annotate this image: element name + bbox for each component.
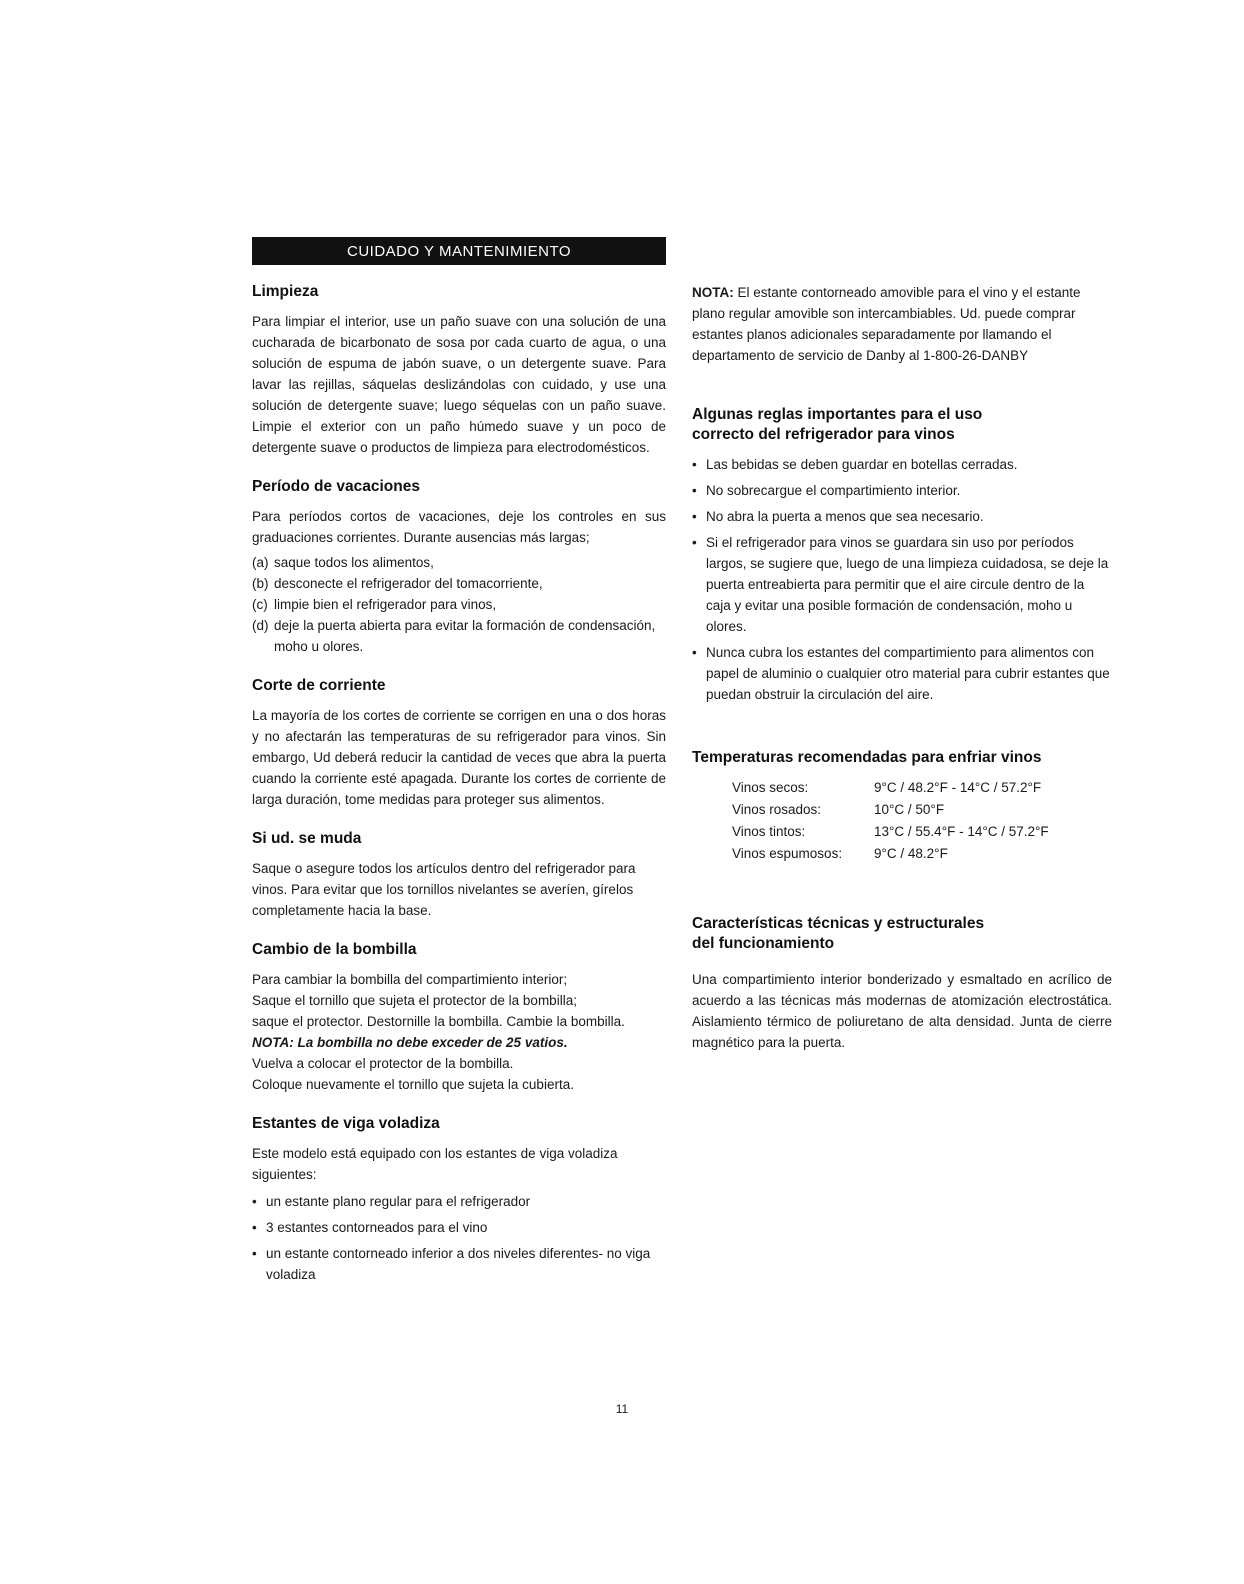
temperaturas-section xyxy=(692,749,1112,865)
temperaturas-heading: Temperaturas recomendadas para enfriar vinos xyxy=(692,749,1042,766)
limpieza-section xyxy=(252,283,666,458)
bombilla-line-3: saque el protector. Destornille la bombilla. Cambie la bombilla. xyxy=(252,1014,625,1029)
item-text: un estante plano regular para el refrigerador xyxy=(266,1194,531,1209)
wine-type: Vinos tintos: xyxy=(732,824,806,839)
item-text: Si el refrigerador para vinos se guardara sin uso por períodos largos, se sugiere que, luego de una limpieza cuidadosa, se deje la puerta entreabierta para permitir que el aire circule dentro de la caja y evitar una posible formación de condensación, moho u olores. xyxy=(706,535,1109,634)
left-column xyxy=(252,237,666,1305)
bombilla-heading: Cambio de la bombilla xyxy=(252,941,417,958)
nota-text: El estante contorneado amovible para el vino y el estante plano regular amovible son intercambiables. Ud. puede comprar estantes planos adicionales separadamente por llamando el departamento de servicio de Danby al 1-800-26-DANBY xyxy=(692,285,1081,363)
item-text: un estante contorneado inferior a dos niveles diferentes- no viga voladiza xyxy=(266,1246,651,1282)
temperature-value: 9°C / 48.2°F - 14°C / 57.2°F xyxy=(874,780,1042,795)
table-row xyxy=(732,843,1049,865)
vacaciones-section xyxy=(252,478,666,657)
item-mark: (a) xyxy=(252,555,269,570)
caracteristicas-heading-line-1: Características técnicas y estructurales xyxy=(692,915,985,932)
item-text: 3 estantes contorneados para el vino xyxy=(266,1220,488,1235)
caracteristicas-section xyxy=(692,915,1112,1053)
item-text: limpie bien el refrigerador para vinos, xyxy=(274,597,497,612)
list-item xyxy=(692,480,1112,501)
list-item xyxy=(692,532,1112,637)
muda-body: Saque o asegure todos los artículos dentro del refrigerador para vinos. Para evitar que los tornillos nivelantes se averíen, gírelos completamente hacia la base. xyxy=(252,861,636,918)
muda-heading: Si ud. se muda xyxy=(252,830,362,847)
vacaciones-list xyxy=(252,552,666,657)
estantes-section xyxy=(252,1115,666,1285)
item-mark: (c) xyxy=(252,597,268,612)
bullet-icon: • xyxy=(692,457,697,472)
page-number: 11 xyxy=(615,1402,629,1416)
list-item xyxy=(692,454,1112,475)
item-text: No sobrecargue el compartimiento interior. xyxy=(706,483,961,498)
wine-type: Vinos espumosos: xyxy=(732,846,843,861)
corte-body: La mayoría de los cortes de corriente se corrigen en una o dos horas y no afectarán las temperaturas de su refrigerador para vinos. Sin embargo, Ud deberá reducir la cantidad de veces que abra la puerta cuando la corriente esté apagada. Durante los cortes de corriente de larga duración, tome medidas para proteger sus alimentos. xyxy=(252,708,666,807)
bullet-icon: • xyxy=(252,1220,257,1235)
nota-section xyxy=(692,282,1112,366)
item-text: No abra la puerta a menos que sea necesario. xyxy=(706,509,984,524)
limpieza-body: Para limpiar el interior, use un paño suave con una solución de una cucharada de bicarbonato de sosa por cada cuarto de agua, o una solución de espuma de jabón suave, o un detergente suave. Para lavar las rejillas, sáquelas deslizándolas con cuidado, y use una solución de detergente suave; luego séquelas con un paño suave. Limpie el exterior con un paño húmedo suave y un poco de detergente suave o productos de limpieza para electrodomésticos. xyxy=(252,314,666,455)
table-row xyxy=(732,799,1049,821)
temperaturas-table xyxy=(732,777,1049,865)
list-item xyxy=(692,506,1112,527)
item-text: saque todos los alimentos, xyxy=(274,555,434,570)
corte-heading: Corte de corriente xyxy=(252,677,386,694)
corte-section xyxy=(252,677,666,810)
nota-label: NOTA: xyxy=(692,285,734,300)
vacaciones-heading: Período de vacaciones xyxy=(252,478,420,495)
caracteristicas-heading-line-2: del funcionamiento xyxy=(692,935,835,952)
list-item xyxy=(252,594,666,615)
bombilla-note: NOTA: La bombilla no debe exceder de 25 vatios. xyxy=(252,1035,568,1050)
estantes-heading: Estantes de viga voladiza xyxy=(252,1115,440,1132)
wine-type: Vinos rosados: xyxy=(732,802,822,817)
bombilla-section xyxy=(252,941,666,1095)
estantes-list xyxy=(252,1191,666,1285)
muda-section xyxy=(252,830,666,921)
item-mark: (d) xyxy=(252,618,269,633)
list-item xyxy=(252,552,666,573)
right-column xyxy=(692,282,1112,1073)
reglas-list xyxy=(692,454,1112,705)
bullet-icon: • xyxy=(692,509,697,524)
table-row xyxy=(732,821,1049,843)
bombilla-line-2: Saque el tornillo que sujeta el protector de la bombilla; xyxy=(252,993,577,1008)
wine-type: Vinos secos: xyxy=(732,780,809,795)
reglas-section xyxy=(692,406,1112,705)
temperature-value: 10°C / 50°F xyxy=(874,802,945,817)
section-banner: CUIDADO Y MANTENIMIENTO xyxy=(252,237,666,265)
reglas-heading-line-1: Algunas reglas importantes para el uso xyxy=(692,406,983,423)
reglas-heading-line-2: correcto del refrigerador para vinos xyxy=(692,426,955,443)
item-mark: (b) xyxy=(252,576,269,591)
caracteristicas-body: Una compartimiento interior bonderizado y esmaltado en acrílico de acuerdo a las técnicas más modernas de atomización electrostática. Aislamiento térmico de poliuretano de alta densidad. Junta de cierre magnético para la puerta. xyxy=(692,972,1112,1050)
item-text: Las bebidas se deben guardar en botellas cerradas. xyxy=(706,457,1018,472)
temperature-value: 13°C / 55.4°F - 14°C / 57.2°F xyxy=(874,824,1049,839)
list-item xyxy=(252,1191,666,1212)
bullet-icon: • xyxy=(252,1194,257,1209)
nota-paragraph xyxy=(692,282,1112,366)
item-text: deje la puerta abierta para evitar la formación de condensación, moho u olores. xyxy=(274,618,656,654)
limpieza-heading: Limpieza xyxy=(252,283,319,300)
table-row xyxy=(732,777,1049,799)
list-item xyxy=(252,573,666,594)
bullet-icon: • xyxy=(692,483,697,498)
vacaciones-body: Para períodos cortos de vacaciones, deje los controles en sus graduaciones corrientes. Durante ausencias más largas; xyxy=(252,509,666,545)
bullet-icon: • xyxy=(692,645,697,660)
bombilla-line-1: Para cambiar la bombilla del compartimiento interior; xyxy=(252,972,568,987)
bullet-icon: • xyxy=(692,535,697,550)
temperature-value: 9°C / 48.2°F xyxy=(874,846,948,861)
bullet-icon: • xyxy=(252,1246,257,1261)
list-item xyxy=(252,1243,666,1285)
item-text: desconecte el refrigerador del tomacorriente, xyxy=(274,576,543,591)
bombilla-line-5: Coloque nuevamente el tornillo que sujeta la cubierta. xyxy=(252,1077,574,1092)
list-item xyxy=(252,615,666,657)
item-text: Nunca cubra los estantes del compartimiento para alimentos con papel de aluminio o cualquier otro material para cubrir estantes que puedan obstruir la circulación del aire. xyxy=(706,645,1110,702)
list-item xyxy=(692,642,1112,705)
estantes-body: Este modelo está equipado con los estantes de viga voladiza siguientes: xyxy=(252,1146,618,1182)
list-item xyxy=(252,1217,666,1238)
bombilla-line-4: Vuelva a colocar el protector de la bombilla. xyxy=(252,1056,514,1071)
